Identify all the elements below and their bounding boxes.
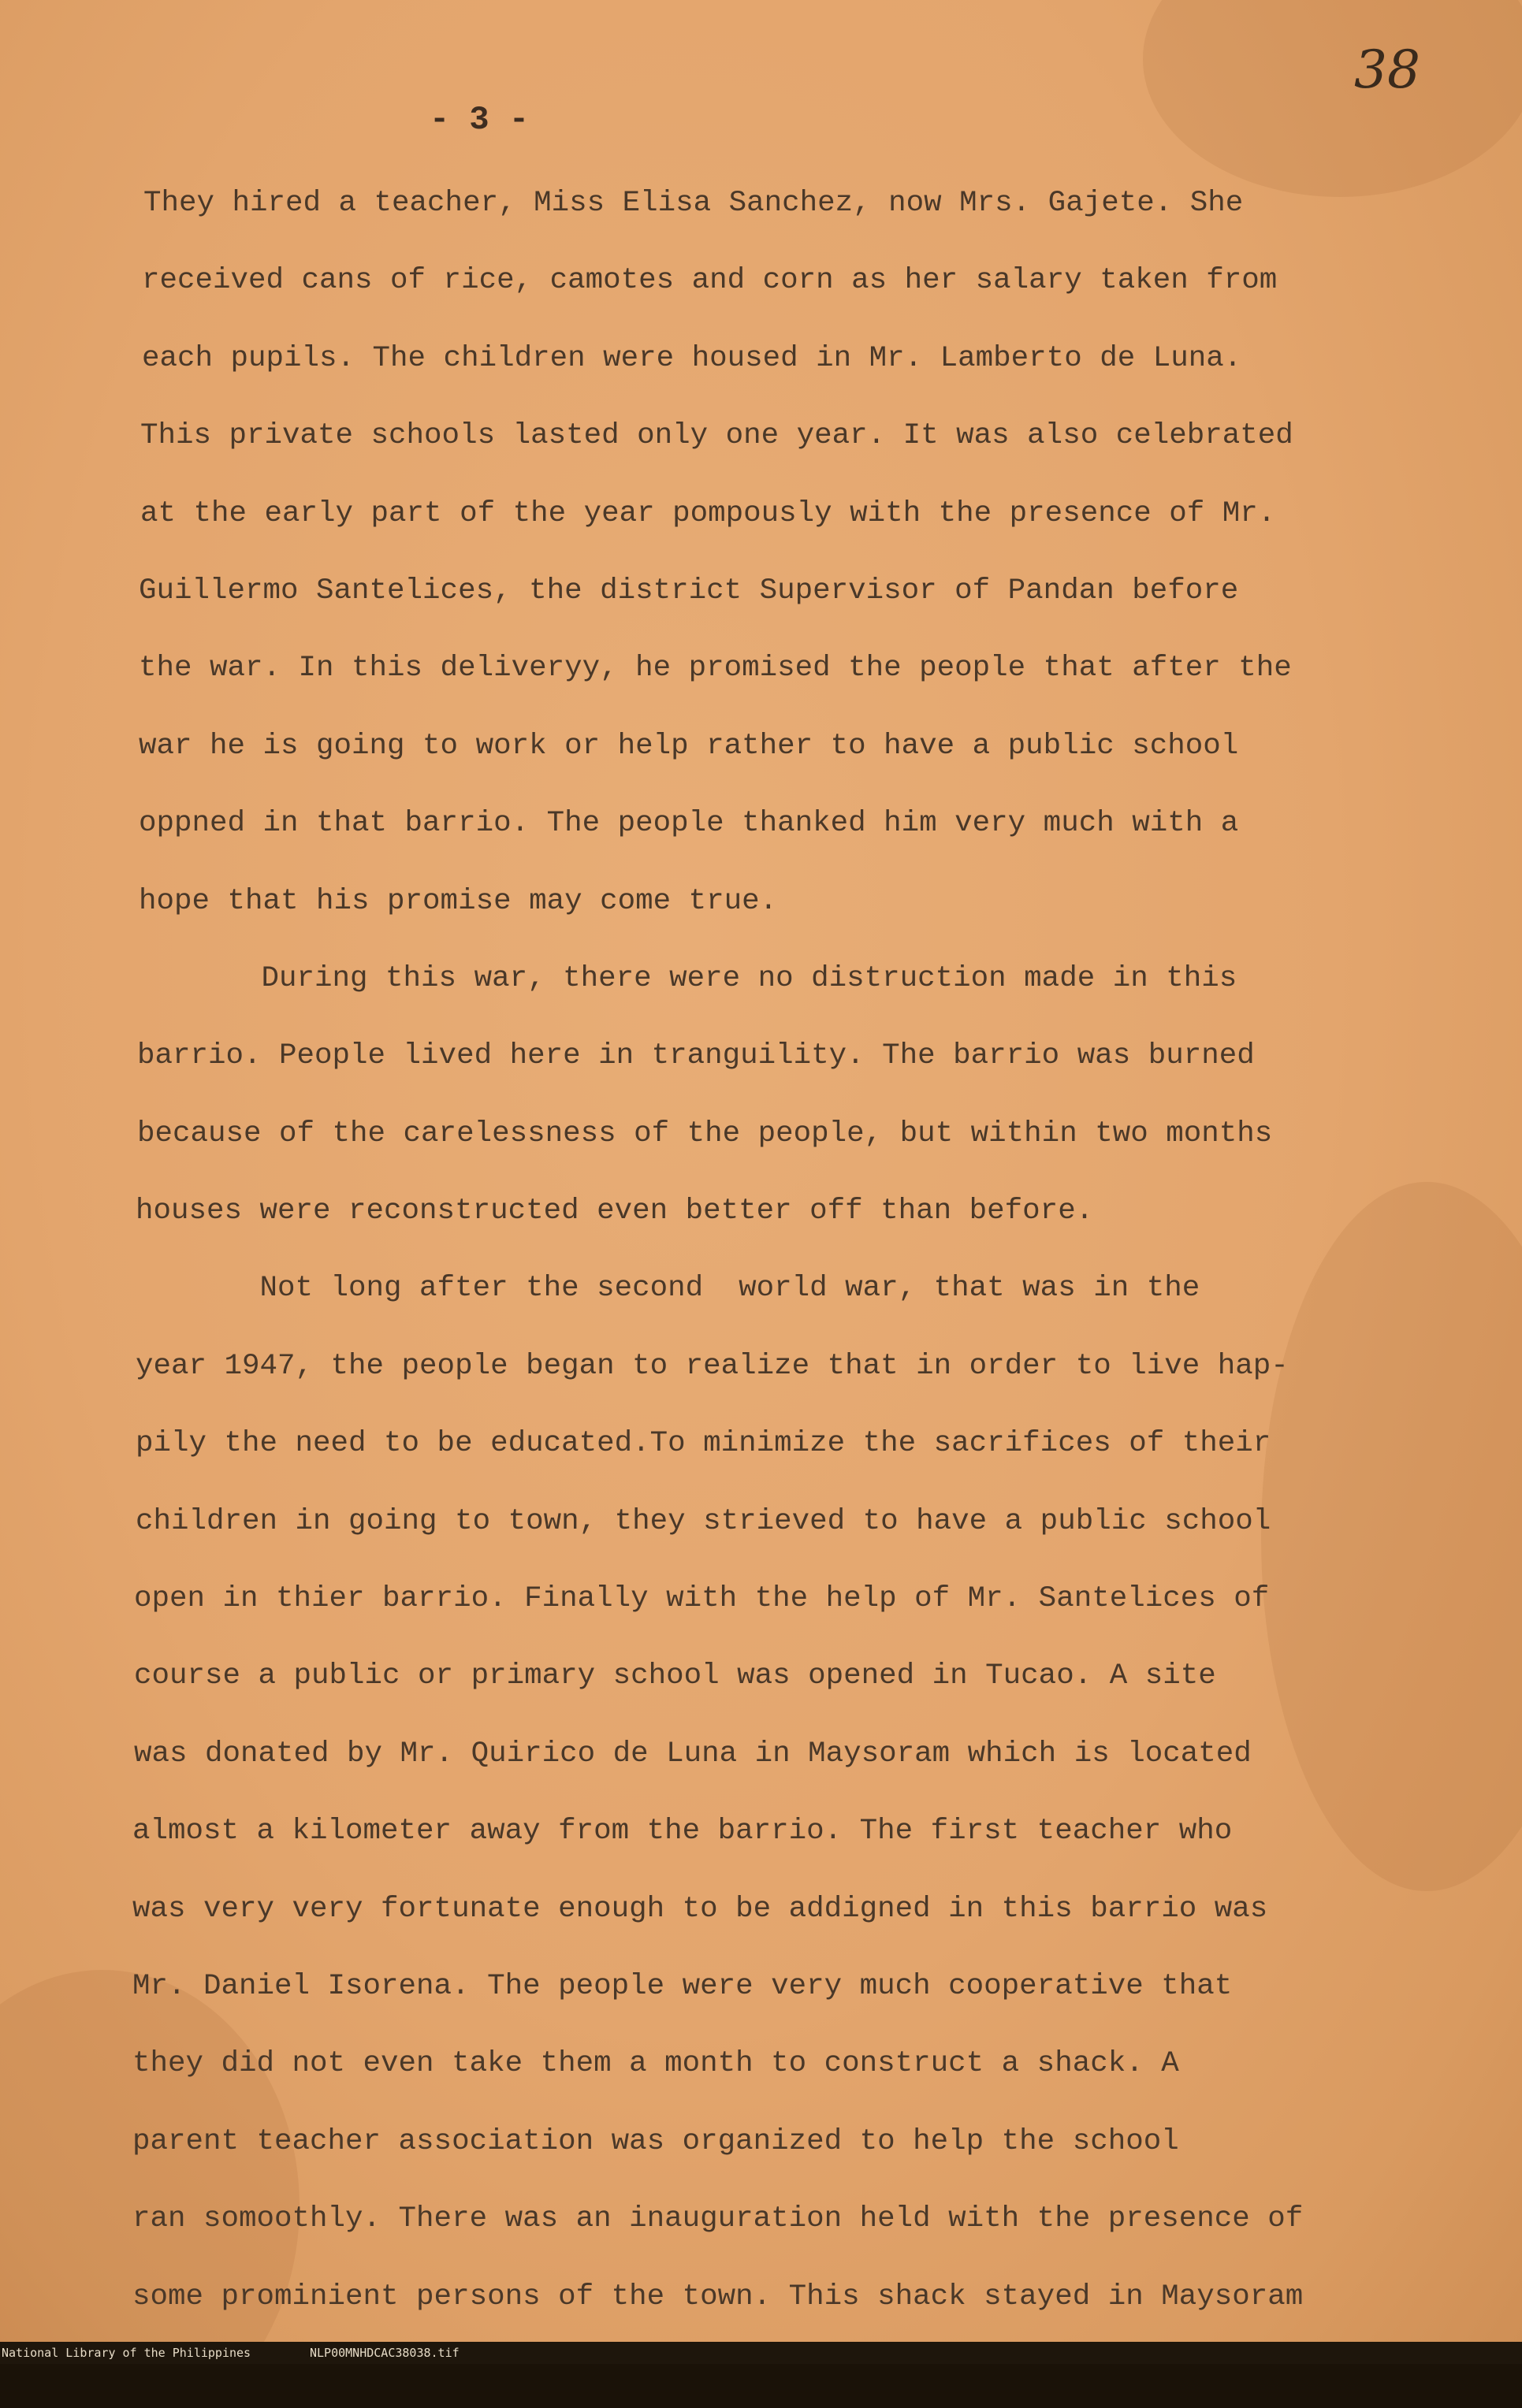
text-line: each pupils. The children were housed in Mr. Lamberto de Luna. [142, 341, 1242, 375]
text-line: year 1947, the people began to realize that in order to live hap- [136, 1349, 1289, 1383]
text-line: war he is going to work or help rather to have a public school [139, 729, 1239, 763]
text-line: they did not even take them a month to construct a shack. A [132, 2047, 1179, 2081]
text-line: open in thier barrio. Finally with the help of Mr. Santelices of [134, 1582, 1270, 1616]
text-line: was donated by Mr. Quirico de Luna in Maysoram which is located [134, 1737, 1252, 1771]
text-line: the war. In this deliveryy, he promised the people that after the [139, 652, 1292, 686]
text-line: They hired a teacher, Miss Elisa Sanchez, now Mrs. Gajete. She [143, 187, 1244, 220]
typed-page-mark: - 3 - [430, 101, 530, 139]
text-line: almost a kilometer away from the barrio. The first teacher who [132, 1815, 1233, 1849]
text-line: children in going to town, they strieved to have a public school [136, 1504, 1271, 1538]
text-line: ran somoothly. There was an inauguration held with the presence of [132, 2202, 1304, 2236]
text-line: course a public or primary school was opened in Tucao. A site [134, 1659, 1216, 1693]
text-line: because of the carelessness of the people, but within two months [137, 1117, 1273, 1150]
text-line: During this war, there were no distruction made in this [137, 961, 1237, 995]
text-line: some prominient persons of the town. This shack stayed in Maysoram [132, 2280, 1304, 2313]
text-line: Not long after the second world war, that was in the [136, 1272, 1200, 1306]
text-line: hope that his promise may come true. [139, 884, 778, 918]
text-line: received cans of rice, camotes and corn as her salary taken from [142, 264, 1278, 298]
text-line: houses were reconstructed even better off than before. [136, 1195, 1094, 1228]
archive-source-label: National Library of the Philippines [2, 2346, 251, 2360]
text-line: at the early part of the year pompously with the presence of Mr. [140, 496, 1276, 530]
text-line: Guillermo Santelices, the district Supervisor of Pandan before [139, 574, 1239, 608]
typewritten-body [0, 180, 1522, 2342]
text-line: was very very fortunate enough to be addigned in this barrio was [132, 1892, 1268, 1926]
archive-footer [0, 2342, 1522, 2364]
text-line: parent teacher association was organized to help the school [132, 2124, 1179, 2158]
text-line: Mr. Daniel Isorena. The people were very much cooperative that [132, 1969, 1233, 2003]
text-line: oppned in that barrio. The people thanked him very much with a [139, 807, 1239, 841]
handwritten-page-number: 38 [1354, 39, 1420, 100]
archive-filename: NLP00MNHDCAC38038.tif [310, 2346, 460, 2360]
paper-stain [1143, 0, 1522, 197]
text-line: This private schools lasted only one year. It was also celebrated [140, 419, 1293, 453]
text-line: barrio. People lived here in tranguility. The barrio was burned [137, 1039, 1255, 1073]
text-line: pily the need to be educated.To minimize the sacrifices of their [136, 1427, 1271, 1461]
